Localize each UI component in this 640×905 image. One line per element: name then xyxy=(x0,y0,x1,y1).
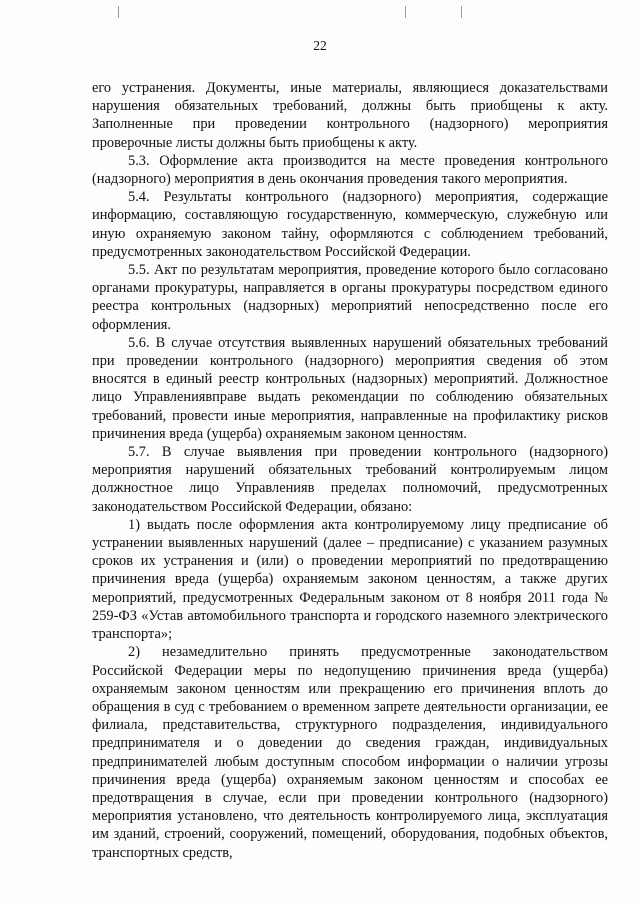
scan-artifact-mark xyxy=(461,6,462,18)
paragraph-5-3: 5.3. Оформление акта производится на месте проведения контрольного (надзорного) мероприятия в день окончания проведения такого мероприятия. xyxy=(92,152,608,188)
paragraph-continuation: его устранения. Документы, иные материалы, являющиеся доказательствами нарушения обязательных требований, должны быть приобщены к акту. Заполненные при проведении контрольного (надзорного) мероприятия проверочные листы должны быть приобщены к акту. xyxy=(92,80,608,151)
list-item-2: 2) незамедлительно принять предусмотренные законодательством Российской Федерации меры по недопущению причинения вреда (ущерба) охраняемым законом ценностям или прекращению его причинения вплоть до обращения в суд с требованием о временном запрете деятельности организации, ее филиала, представительства, структурного подразделения, индивидуального предпринимателя и о доведении до сведения граждан, индивидуальных предпринимателей любым доступным способом информации о наличии угрозы причинения вреда (ущерба) охраняемым законом ценностям и способах ее предотвращения в случае, если при проведении контрольного (надзорного) мероприятия установлено, что деятельность контролируемого лица, эксплуатация им зданий, строений, сооружений, помещений, оборудования, подобных объектов, транспортных средств, xyxy=(92,644,608,861)
scan-artifact-mark xyxy=(118,6,119,18)
scan-artifact-mark xyxy=(405,6,406,18)
paragraph-5-6: 5.6. В случае отсутствия выявленных нарушений обязательных требований при проведении контрольного (надзорного) мероприятия сведения об этом вносятся в единый реестр контрольных (надзорных) мероприятий. Должностное лицо Управлениявправе выдать рекомендации по соблюдению обязательных требований, провести иные мероприятия, направленные на профилактику рисков причинения вреда (ущерба) охраняемым законом ценностям. xyxy=(92,334,608,442)
list-item-1: 1) выдать после оформления акта контролируемому лицу предписание об устранении выявленных нарушений (далее – предписание) с указанием разумных сроков их устранения и (или) о проведении мероприятий по предотвращению причинения вреда (ущерба) охраняемым законом ценностям, а также других мероприятий, предусмотренных Федеральным законом от 8 ноября 2011 года № 259-ФЗ «Устав автомобильного транспорта и городского наземного электрического транспорта»; xyxy=(92,516,608,643)
page-number: 22 xyxy=(313,38,327,53)
document-body xyxy=(92,79,608,862)
paragraph-5-4: 5.4. Результаты контрольного (надзорного) мероприятия, содержащие информацию, составляющую государственную, коммерческую, служебную или иную охраняемую законом тайну, оформляются с соблюдением требований, предусмотренных законодательством Российской Федерации. xyxy=(92,189,608,260)
paragraph-5-7: 5.7. В случае выявления при проведении контрольного (надзорного) мероприятия нарушений обязательных требований контролируемым лицом должностное лицо Управленияв пределах полномочий, предусмотренных законодательством Российской Федерации, обязано: xyxy=(92,444,608,515)
paragraph-5-5: 5.5. Акт по результатам мероприятия, проведение которого было согласовано органами прокуратуры, направляется в органы прокуратуры посредством единого реестра контрольных (надзорных) мероприятий непосредственно после его оформления. xyxy=(92,262,608,333)
